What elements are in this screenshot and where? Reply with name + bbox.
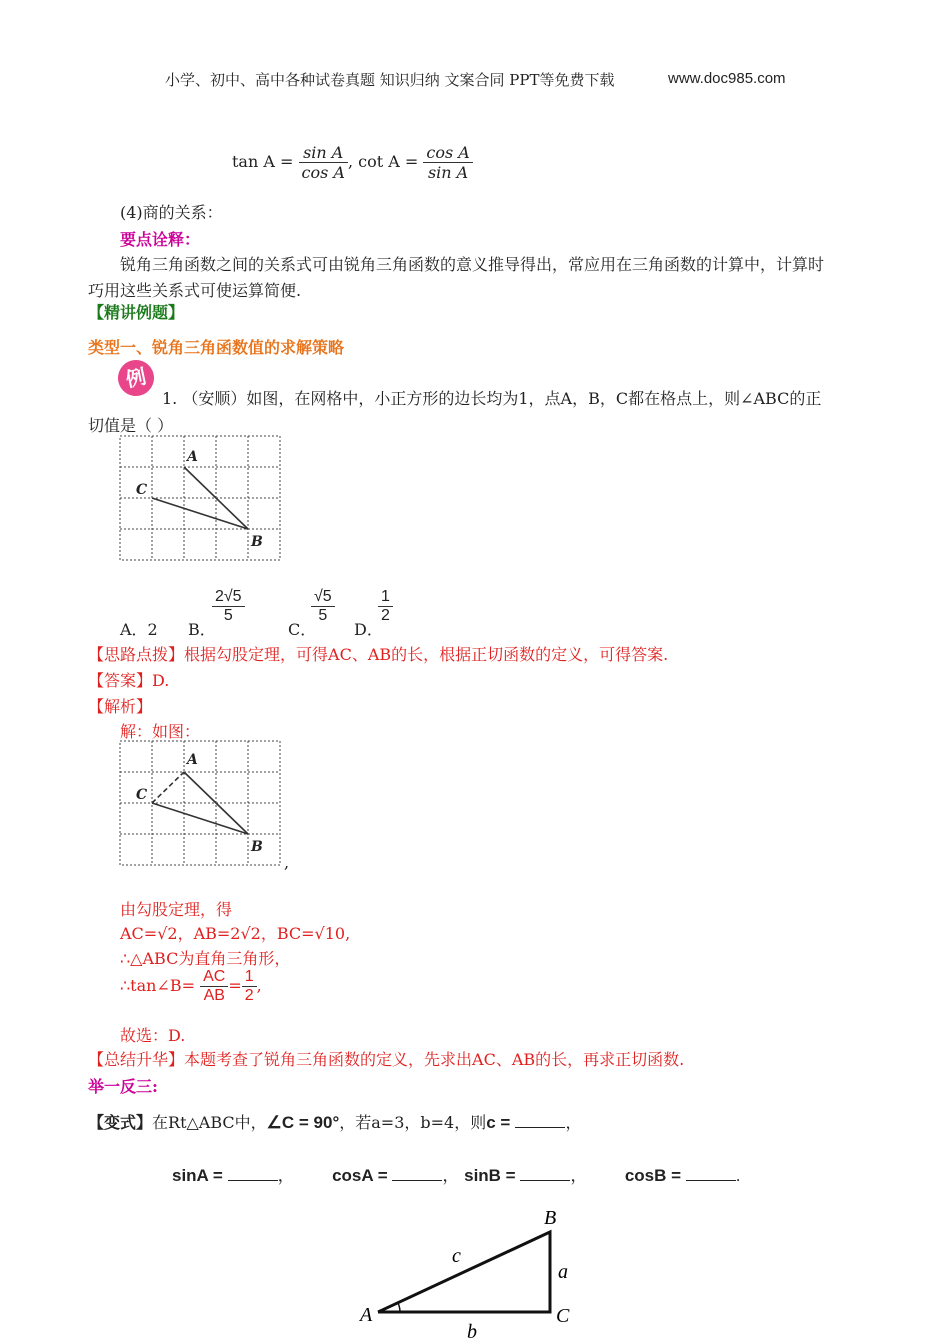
c-eq-label: c = xyxy=(486,1113,511,1132)
solution-lengths: AC=√2，AB=2√2，BC=√10, xyxy=(120,924,351,943)
tri-label-a: A xyxy=(360,1304,373,1326)
grid-figure-1 xyxy=(118,434,284,564)
option-b: B． xyxy=(188,620,216,639)
option-b-den: 5 xyxy=(223,607,233,624)
solution-pythagoras: 由勾股定理，得 xyxy=(120,900,233,919)
cosB-blank[interactable] xyxy=(686,1166,736,1181)
question1-line2: 切值是（ ） xyxy=(88,416,174,435)
cosA-label: cosA = xyxy=(332,1166,388,1185)
cosB-label: cosB = xyxy=(624,1166,682,1185)
grid-figure-2 xyxy=(118,739,284,869)
solution-intro: 解：如图： xyxy=(120,722,201,741)
examples-label: 【精讲例题】 xyxy=(88,303,185,322)
c-blank[interactable] xyxy=(515,1113,565,1128)
segment-cb xyxy=(152,498,248,529)
summary-text: 本题考查了锐角三角函数的定义，先求出AC、AB的长，再求正切函数. xyxy=(184,1050,685,1069)
side-a-label: a xyxy=(558,1261,568,1283)
tri-label-b: B xyxy=(544,1207,557,1229)
type1-heading: 类型一、锐角三角函数值的求解策略 xyxy=(88,338,345,357)
option-c-num: √5 xyxy=(311,588,335,607)
variant-line: 【变式】在Rt△ABC中，∠C = 90°，若a=3，b=4，则c = ， xyxy=(88,1113,582,1132)
formula-line xyxy=(232,143,473,182)
page-header: 小学、初中、高中各种试卷真题 知识归纳 文案合同 PPT等免费下载 xyxy=(165,71,615,89)
header-url: www.doc985.com xyxy=(668,70,786,87)
point-a-label-2: A xyxy=(187,752,198,768)
point-c-label-2: C xyxy=(136,787,148,803)
example-badge: 例 xyxy=(115,357,158,400)
answer-line xyxy=(88,668,169,691)
option-d-den: 2 xyxy=(381,607,390,624)
option-c: C． xyxy=(288,620,317,639)
sinA-label: sinA = xyxy=(172,1166,223,1185)
hint-line xyxy=(88,642,668,665)
tan-one: 1 xyxy=(242,968,257,987)
cot-den: sin A xyxy=(427,163,469,182)
summary-line xyxy=(88,1047,684,1070)
tri-label-c: C xyxy=(556,1305,570,1327)
solution-right-triangle: ∴△ABC为直角三角形， xyxy=(120,949,291,968)
variant-angle: ∠C = 90° xyxy=(266,1113,340,1132)
answer-label: 【答案】 xyxy=(88,671,153,690)
key-points-line2: 巧用这些关系式可使运算简便. xyxy=(88,281,302,300)
analysis-label: 【解析】 xyxy=(88,697,153,716)
tan-den: cos A xyxy=(301,163,345,182)
summary-label: 【总结升华】 xyxy=(88,1050,185,1069)
variant-label: 【变式】 xyxy=(88,1113,153,1132)
answer-text: D. xyxy=(152,671,170,690)
option-d: D． xyxy=(354,620,383,639)
tan-label: tan A = xyxy=(232,152,294,171)
option-b-num: 2√5 xyxy=(212,588,245,607)
sinB-blank[interactable] xyxy=(520,1166,570,1181)
sinA-blank[interactable] xyxy=(228,1166,278,1181)
tan-ab: AB xyxy=(203,987,225,1004)
point-b-label-2: B xyxy=(251,839,263,855)
tan-ac: AC xyxy=(200,968,228,987)
trig-blanks-row: sinA = ， cosA = ， sinB = ， cosB = . xyxy=(172,1166,741,1185)
option-d-fraction xyxy=(378,588,393,625)
solution-choice: 故选：D. xyxy=(120,1026,186,1045)
cot-num: cos A xyxy=(423,143,472,163)
quotient-relation: (4)商的关系： xyxy=(120,203,223,222)
option-c-fraction xyxy=(311,588,335,625)
tan-two: 2 xyxy=(244,987,254,1004)
option-b-fraction xyxy=(212,588,245,625)
option-a: A．2 xyxy=(120,620,158,639)
question1-line1: 1. （安顺）如图，在网格中，小正方形的边长均为1，点A，B，C都在格点上，则∠ABC的正 xyxy=(162,389,822,408)
segment-ac-dashed xyxy=(152,772,184,803)
cosA-blank[interactable] xyxy=(392,1166,442,1181)
option-c-den: 5 xyxy=(318,607,328,624)
sinB-label: sinB = xyxy=(464,1166,516,1185)
side-b-label: b xyxy=(467,1321,477,1343)
side-c-label: c xyxy=(452,1245,461,1267)
segment-cb-2 xyxy=(152,803,248,834)
point-a-label: A xyxy=(187,449,198,465)
cot-label: , cot A = xyxy=(347,152,419,171)
key-points-line1: 锐角三角函数之间的关系式可由锐角三角函数的意义推导得出，常应用在三角函数的计算中，计算时 xyxy=(120,255,825,274)
point-b-label: B xyxy=(251,534,263,550)
figure-comma: , xyxy=(284,853,290,872)
tan-num: sin A xyxy=(299,143,348,163)
triangle-outline xyxy=(378,1232,550,1312)
option-d-num: 1 xyxy=(378,588,393,607)
right-triangle-figure xyxy=(350,1200,590,1344)
practice-label: 举一反三: xyxy=(88,1077,158,1096)
tan-fraction xyxy=(299,143,348,182)
solution-tan xyxy=(120,968,262,1005)
solution-tan-eq: = xyxy=(228,976,242,995)
point-c-label: C xyxy=(136,482,148,498)
hint-label: 【思路点拨】 xyxy=(88,645,185,664)
hint-text: 根据勾股定理，可得AC、AB的长，根据正切函数的定义，可得答案. xyxy=(184,645,669,664)
solution-tan-post: , xyxy=(256,976,262,995)
variant-text: 在Rt△ABC中， xyxy=(152,1113,267,1132)
variant-cond: ，若a=3，b=4，则 xyxy=(339,1113,487,1132)
solution-tan-pre: ∴tan∠B= xyxy=(120,976,196,995)
key-points-label: 要点诠释： xyxy=(120,230,201,249)
cot-fraction xyxy=(423,143,472,182)
